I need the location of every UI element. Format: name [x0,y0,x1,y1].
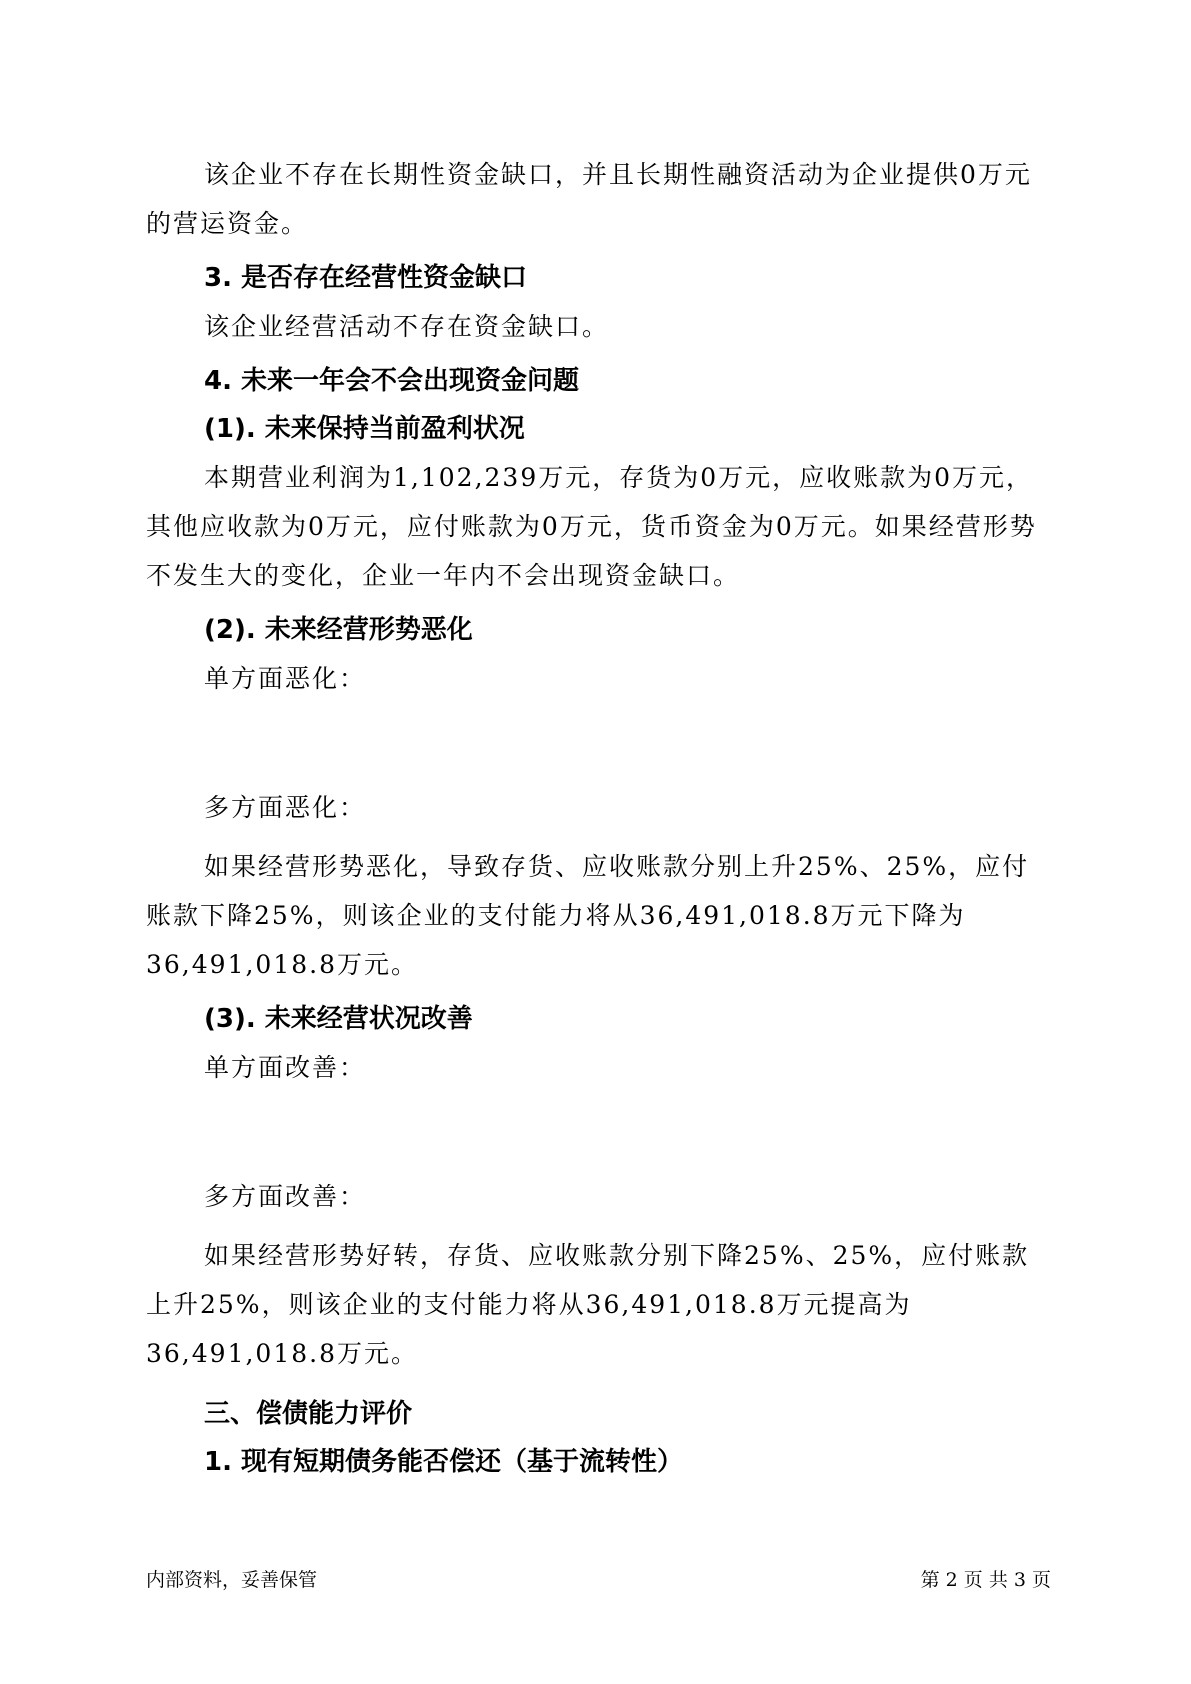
heading-maintain-profit: (1). 未来保持当前盈利状况 [204,414,525,444]
paragraph-single-improvement: 单方面改善： [204,1053,367,1082]
paragraph-long-term-gap: 该企业不存在长期性资金缺口，并且长期性融资活动为企业提供0万元的营运资金。 [146,160,1032,238]
paragraph-deterioration-detail: 如果经营形势恶化，导致存货、应收账款分别上升25%、25%，应付账款下降25%，则该企业的支付能力将从36,491,018.8万元下降为36,491,018.8万元。 [146,852,1030,979]
heading-deterioration: (2). 未来经营形势恶化 [204,615,473,645]
heading-operating-gap: 3. 是否存在经营性资金缺口 [204,263,528,293]
paragraph-operating-gap: 该企业经营活动不存在资金缺口。 [204,312,610,341]
heading-solvency-evaluation: 三、偿债能力评价 [204,1399,413,1429]
heading-next-year-funding: 4. 未来一年会不会出现资金问题 [204,366,580,396]
paragraph-single-deterioration: 单方面恶化： [204,664,367,693]
heading-short-term-debt: 1. 现有短期债务能否偿还（基于流转性） [204,1447,684,1477]
page-number: 第 2 页 共 3 页 [920,1569,1051,1591]
paragraph-multi-deterioration: 多方面恶化： [204,793,367,822]
footer-confidential-note: 内部资料，妥善保管 [146,1569,318,1591]
document-body [146,150,1051,1486]
heading-improvement: (3). 未来经营状况改善 [204,1004,473,1034]
paragraph-multi-improvement: 多方面改善： [204,1182,367,1211]
paragraph-improvement-detail: 如果经营形势好转，存货、应收账款分别下降25%、25%，应付账款上升25%，则该企业的支付能力将从36,491,018.8万元提高为36,491,018.8万元。 [146,1241,1030,1368]
paragraph-maintain-profit: 本期营业利润为1,102,239万元，存货为0万元，应收账款为0万元，其他应收款为0万元，应付账款为0万元，货币资金为0万元。如果经营形势不发生大的变化，企业一年内不会出现资金缺口。 [146,463,1037,590]
